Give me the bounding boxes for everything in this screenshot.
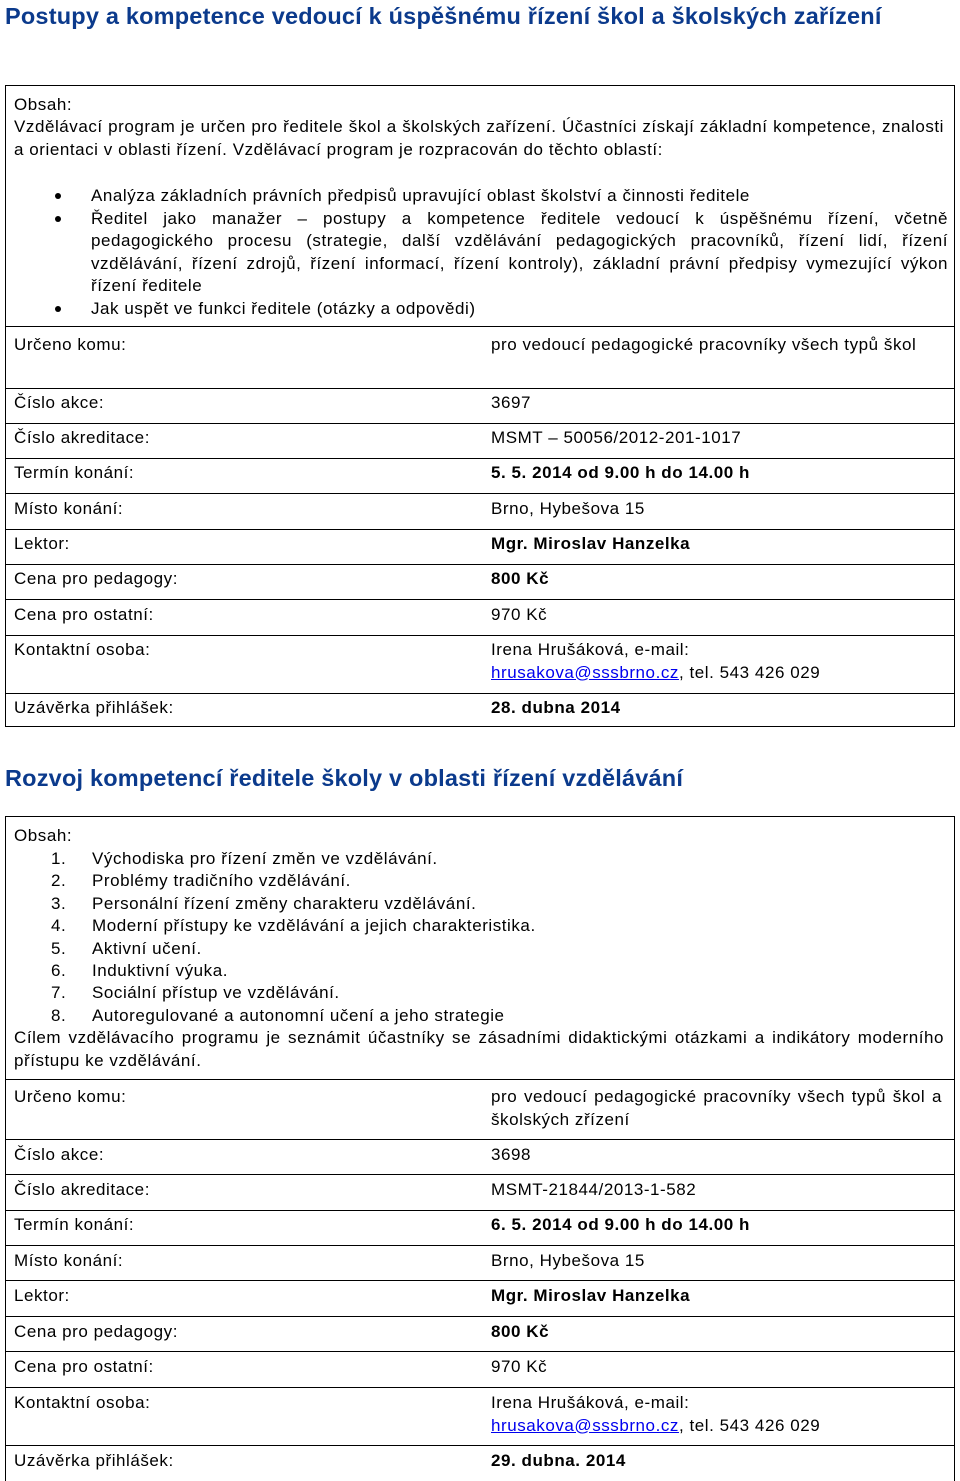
course2-info-table	[5, 816, 955, 1481]
course1-content-text: Vzdělávací program je určen pro ředitele škol a školských zařízení. Účastníci získají základní kompetence, znalosti a orientaci v oblasti řízení. Vzdělávací program je rozpracován do těchto oblastí:	[14, 117, 944, 159]
row-value: 3697	[491, 393, 532, 412]
row-label: Číslo akce:	[14, 1145, 105, 1164]
contact-phone: , tel. 543 426 029	[678, 1415, 821, 1435]
list-item: 4. Moderní přístupy ke vzdělávání a jejich charakteristika.	[51, 916, 536, 936]
row-label: Lektor:	[14, 1286, 70, 1305]
bullet-icon	[55, 193, 61, 199]
list-item: 5. Aktivní učení.	[51, 938, 202, 958]
course1-info-table	[5, 85, 955, 727]
row-label: Cena pro pedagogy:	[14, 1322, 178, 1341]
row-value: 800 Kč	[491, 1322, 550, 1341]
divider	[6, 693, 954, 694]
row-value: Brno, Hybešova 15	[491, 499, 645, 518]
row-value: Mgr. Miroslav Hanzelka	[491, 534, 691, 553]
course2-title: Rozvoj kompetencí ředitele školy v oblasti řízení vzdělávání	[5, 765, 684, 791]
course1-topic-list	[6, 185, 954, 320]
row-value: 3698	[491, 1145, 532, 1164]
row-label: Místo konání:	[14, 499, 124, 518]
list-item: Analýza základních právních předpisů upravující oblast školství a činnosti ředitele	[6, 185, 954, 208]
divider	[6, 326, 954, 327]
row-value: 970 Kč	[491, 1357, 548, 1376]
contact-email-link[interactable]: hrusakova@sssbrno.cz	[491, 1415, 679, 1435]
list-item: 7. Sociální přístup ve vzdělávání.	[51, 983, 340, 1003]
course1-content-label: Obsah:	[14, 95, 73, 114]
contact-name: Irena Hrušáková, e-mail:	[491, 1393, 690, 1412]
divider	[6, 1245, 954, 1246]
divider	[6, 1387, 954, 1388]
row-label: Termín konání:	[14, 463, 135, 482]
row-value: pro vedoucí pedagogické pracovníky všech typů škol	[491, 335, 917, 354]
row-value: Mgr. Miroslav Hanzelka	[491, 1286, 691, 1305]
row-label: Číslo akce:	[14, 393, 105, 412]
course2-topic-list	[6, 848, 954, 1027]
divider	[6, 1210, 954, 1211]
row-label: Kontaktní osoba:	[14, 640, 151, 659]
row-label: Číslo akreditace:	[14, 428, 150, 447]
list-item: 6. Induktivní výuka.	[51, 961, 228, 981]
divider	[6, 1174, 954, 1175]
course2-content-label: Obsah:	[14, 826, 73, 845]
row-value: 970 Kč	[491, 605, 548, 624]
row-value: 800 Kč	[491, 569, 550, 588]
bullet-icon	[55, 306, 61, 312]
row-label: Termín konání:	[14, 1215, 135, 1234]
divider	[6, 529, 954, 530]
row-value: Brno, Hybešova 15	[491, 1251, 645, 1270]
list-item: Ředitel jako manažer – postupy a kompetence ředitele vedoucí k úspěšnému řízení, včetně pedagogického procesu (strategie, další vzdělávání pedagogických pracovníků, řízení lidí, řízení vzdělávání, řízení zdrojů, řízení informací, řízení kontroly), základní právní předpisy vymezující výkon řízení ředitele	[6, 208, 954, 298]
row-label: Uzávěrka přihlášek:	[14, 1451, 174, 1470]
divider	[6, 493, 954, 494]
contact-phone: , tel. 543 426 029	[678, 662, 821, 682]
course1-title: Postupy a kompetence vedoucí k úspěšnému řízení škol a školských zařízení	[5, 3, 882, 29]
divider	[6, 1139, 954, 1140]
list-item: 1. Východiska pro řízení změn ve vzdělávání.	[51, 849, 438, 868]
row-value: MSMT – 50056/2012-201-1017	[491, 428, 742, 447]
row-value: 28. dubna 2014	[491, 698, 621, 717]
list-item: 8. Autoregulované a autonomní učení a jeho strategie	[51, 1005, 505, 1025]
row-label: Cena pro ostatní:	[14, 1357, 154, 1376]
row-label: Místo konání:	[14, 1251, 124, 1270]
divider	[6, 1445, 954, 1446]
row-label: Určeno komu:	[14, 335, 127, 354]
row-value: 5. 5. 2014 od 9.00 h do 14.00 h	[491, 463, 750, 482]
contact-email-link[interactable]: hrusakova@sssbrno.cz	[491, 662, 679, 682]
row-label: Kontaktní osoba:	[14, 1393, 151, 1412]
row-label: Cena pro ostatní:	[14, 605, 154, 624]
divider	[6, 1079, 954, 1080]
course2-goal-text: Cílem vzdělávacího programu je seznámit účastníky se zásadními didaktickými otázkami a indikátory moderního přístupu ke vzdělávání.	[14, 1028, 944, 1070]
contact-line	[491, 662, 942, 685]
row-label: Číslo akreditace:	[14, 1180, 150, 1199]
divider	[6, 388, 954, 389]
contact-name: Irena Hrušáková, e-mail:	[491, 640, 690, 659]
row-value: MSMT-21844/2013-1-582	[491, 1180, 697, 1199]
row-value	[491, 1392, 942, 1437]
list-item: 3. Personální řízení změny charakteru vzdělávání.	[51, 893, 477, 913]
bullet-icon	[55, 216, 61, 222]
row-label: Cena pro pedagogy:	[14, 569, 178, 588]
row-value	[491, 639, 942, 684]
divider	[6, 423, 954, 424]
row-value: 6. 5. 2014 od 9.00 h do 14.00 h	[491, 1215, 750, 1234]
divider	[6, 564, 954, 565]
divider	[6, 1316, 954, 1317]
list-item: Jak uspět ve funkci ředitele (otázky a odpovědi)	[6, 298, 954, 321]
row-value: 29. dubna. 2014	[491, 1451, 626, 1470]
divider	[6, 1351, 954, 1352]
row-label: Určeno komu:	[14, 1087, 127, 1106]
divider	[6, 1280, 954, 1281]
row-label: Uzávěrka přihlášek:	[14, 698, 174, 717]
list-item: 2. Problémy tradičního vzdělávání.	[51, 871, 351, 891]
row-label: Lektor:	[14, 534, 70, 553]
divider	[6, 635, 954, 636]
divider	[6, 458, 954, 459]
row-value: pro vedoucí pedagogické pracovníky všech typů škol a školských zřízení	[491, 1087, 942, 1129]
contact-line	[491, 1415, 942, 1438]
divider	[6, 599, 954, 600]
